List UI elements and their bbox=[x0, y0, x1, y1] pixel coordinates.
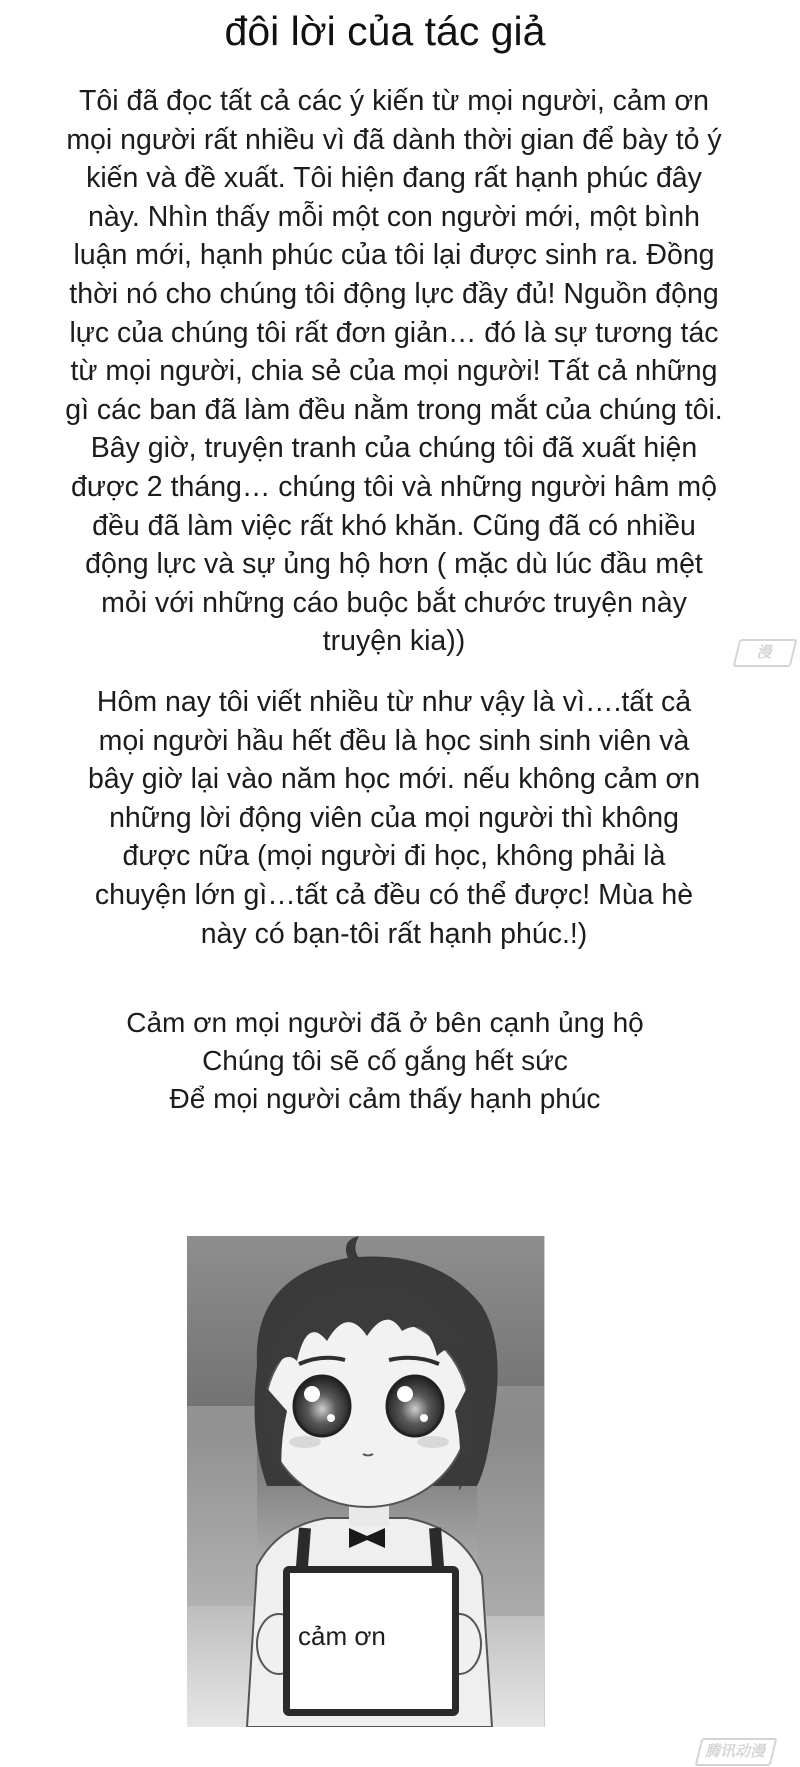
text-line: bây giờ lại vào năm học mới. nếu không cảm ơn bbox=[87, 763, 701, 796]
paragraph-intro bbox=[38, 82, 750, 661]
text-line: gì các ban đã làm đều nằm trong mắt của chúng tôi. bbox=[65, 393, 723, 426]
text-line: lực của chúng tôi rất đơn giản… đó là sự tương tác bbox=[69, 316, 719, 349]
text-line: kiến và đề xuất. Tôi hiện đang rất hạnh phúc đây bbox=[86, 162, 702, 195]
text-line: từ mọi người, chia sẻ của mọi người! Tất cả những bbox=[70, 355, 718, 388]
text-line: Hôm nay tôi viết nhiều từ như vậy là vì….tất cả bbox=[96, 686, 692, 718]
text-line: được 2 tháng… chúng tôi và những người hâm mộ bbox=[71, 470, 717, 503]
text-line: này có bạn-tôi rất hạnh phúc.!) bbox=[200, 917, 588, 950]
watermark-logo: 漫 bbox=[733, 639, 798, 667]
text-line: những lời động viên của mọi người thì không bbox=[109, 801, 679, 834]
text-line: Tôi đã đọc tất cả các ý kiến từ mọi người, cảm ơn bbox=[79, 85, 709, 117]
watermark-logo-bottom: 腾讯动漫 bbox=[695, 1738, 778, 1766]
text-line: mọi người rất nhiều vì đã dành thời gian để bày tỏ ý bbox=[66, 123, 722, 156]
text-line: thời nó cho chúng tôi động lực đầy đủ! Nguồn động bbox=[69, 277, 719, 310]
paragraph-reason bbox=[38, 683, 750, 953]
text-line: đều đã làm việc rất khó khăn. Cũng đã có nhiều bbox=[92, 509, 696, 542]
text-line: Bây giờ, truyện tranh của chúng tôi đã xuất hiện bbox=[90, 432, 698, 465]
text-line: truyện kia)) bbox=[322, 625, 466, 658]
sign-board-text: cảm ơn bbox=[298, 1621, 386, 1651]
text-line: chuyện lớn gì…tất cả đều có thể được! Mùa hè bbox=[94, 878, 694, 911]
paragraph-thanks bbox=[0, 1004, 770, 1118]
text-line: Cảm ơn mọi người đã ở bên cạnh ủng hộ bbox=[126, 1007, 644, 1038]
page-title: đôi lời của tác giả bbox=[224, 8, 546, 54]
chibi-illustration bbox=[187, 1236, 545, 1727]
text-line: mọi người hầu hết đều là học sinh sinh viên và bbox=[98, 724, 690, 757]
text-line: động lực và sự ủng hộ hơn ( mặc dù lúc đầu mệt bbox=[85, 548, 703, 581]
text-line: Chúng tôi sẽ cố gắng hết sức bbox=[202, 1045, 568, 1076]
text-line: được nữa (mọi người đi học, không phải là bbox=[122, 840, 666, 873]
text-line: Để mọi người cảm thấy hạnh phúc bbox=[169, 1083, 601, 1114]
text-line: luận mới, hạnh phúc của tôi lại được sinh ra. Đồng bbox=[73, 239, 715, 272]
text-line: này. Nhìn thấy mỗi một con người mới, một bình bbox=[88, 200, 700, 233]
text-line: mỏi với những cáo buộc bắt chước truyện này bbox=[101, 586, 687, 619]
chibi-drawing bbox=[187, 1236, 544, 1727]
